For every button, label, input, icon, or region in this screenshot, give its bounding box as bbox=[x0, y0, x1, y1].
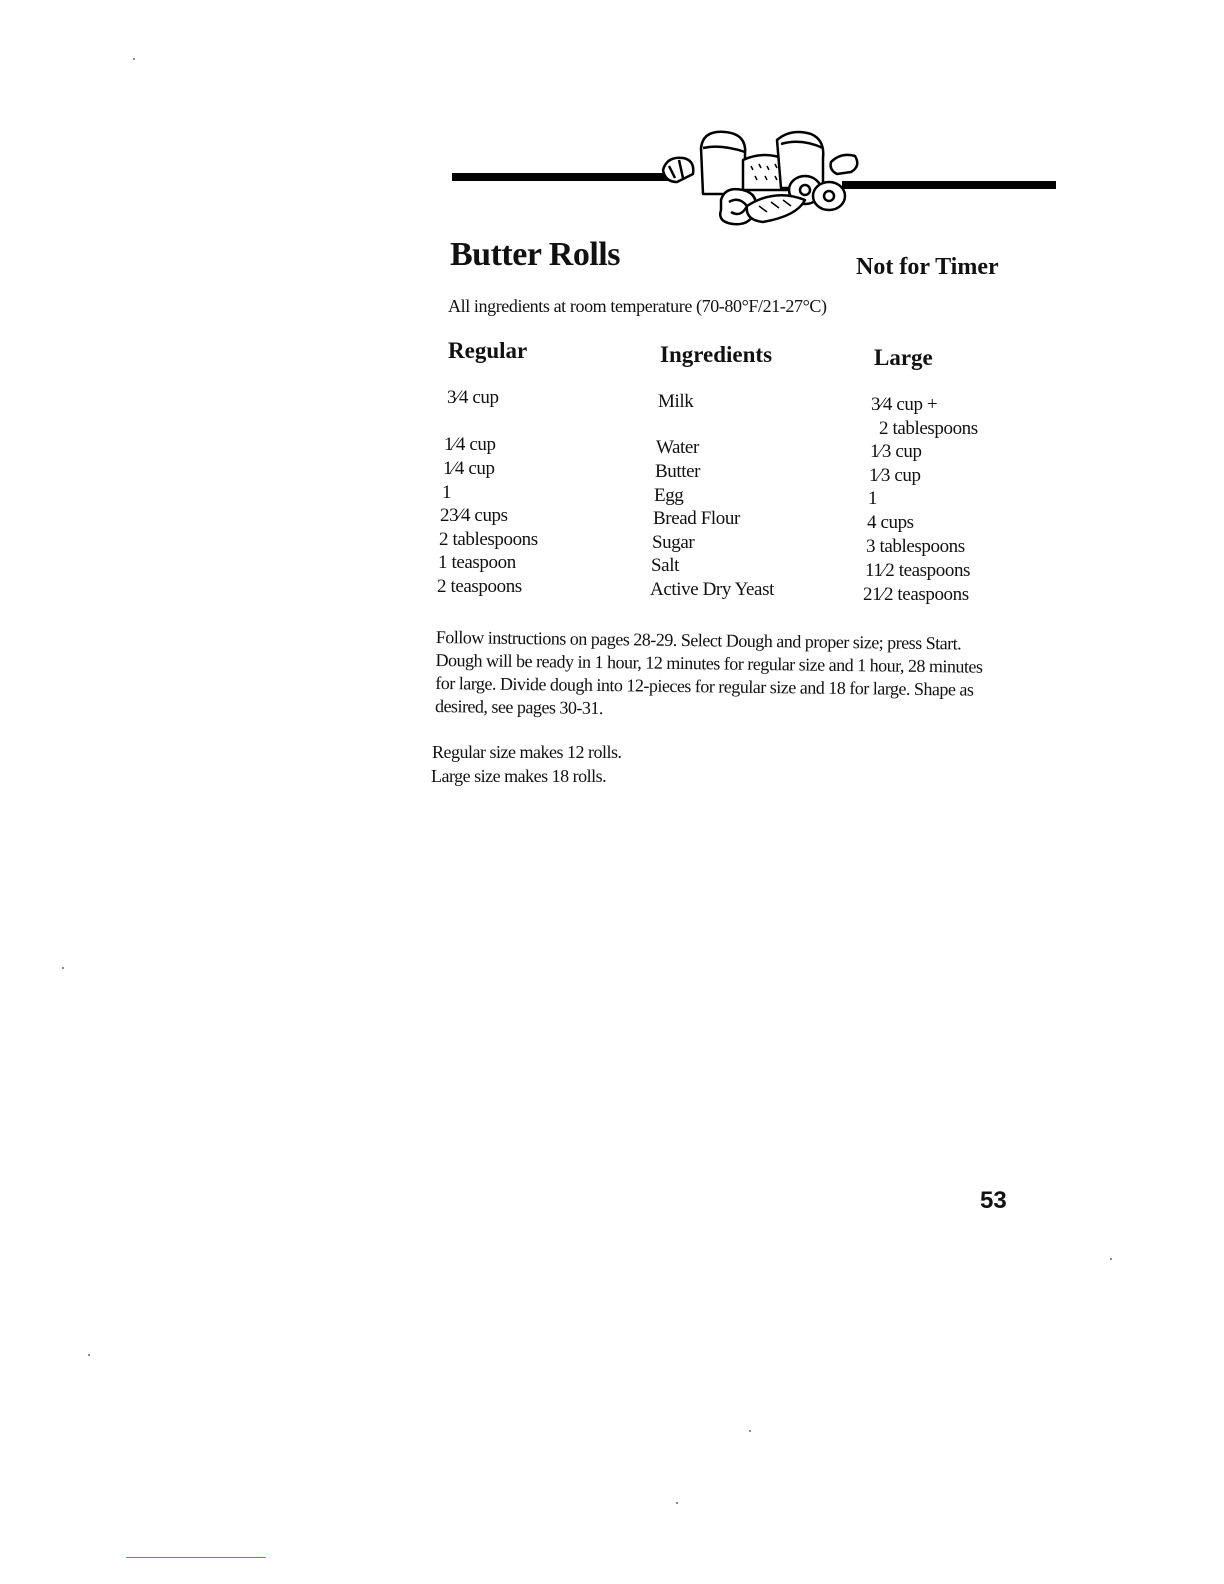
ingredient-name: Milk bbox=[658, 391, 694, 412]
large-amount: 4 cups bbox=[867, 512, 914, 533]
temperature-note: All ingredients at room temperature (70-80°F/21-27°C) bbox=[448, 296, 827, 316]
regular-amount: 3⁄4 cup bbox=[447, 387, 499, 408]
regular-amount: 1 teaspoon bbox=[438, 552, 516, 573]
large-amount: 21⁄2 teaspoons bbox=[863, 584, 969, 605]
header-rule-left bbox=[452, 173, 670, 181]
large-amount: 1⁄3 cup bbox=[870, 441, 922, 462]
header-rule-right bbox=[842, 181, 1056, 189]
regular-amount: 2 tablespoons bbox=[439, 529, 538, 550]
large-amount: 3 tablespoons bbox=[866, 536, 965, 557]
yield-large: Large size makes 18 rolls. bbox=[431, 766, 607, 786]
column-header-ingredients: Ingredients bbox=[660, 342, 773, 367]
ingredient-name: Bread Flour bbox=[653, 508, 740, 529]
large-amount-extra: 2 tablespoons bbox=[879, 418, 978, 439]
ingredient-name: Butter bbox=[655, 461, 701, 482]
instructions-paragraph: Follow instructions on pages 28-29. Select Dough and proper size; press Start. Dough will be ready in 1 hour, 12 minutes for regular size and 1 hour, 28 minutes for large. Divide dough into 12-pieces for regular size and 18 for large. Shape as desired, see pages 30-31. bbox=[434, 626, 983, 719]
column-header-regular: Regular bbox=[448, 338, 528, 363]
large-amount: 1⁄3 cup bbox=[869, 465, 921, 486]
bread-loaves-icon bbox=[655, 126, 865, 234]
scan-speck bbox=[1110, 1258, 1112, 1260]
regular-amount: 23⁄4 cups bbox=[440, 505, 508, 526]
ingredient-name: Active Dry Yeast bbox=[650, 579, 774, 600]
scan-speck bbox=[88, 1354, 90, 1356]
column-header-large: Large bbox=[874, 345, 933, 370]
regular-amount: 1 bbox=[442, 482, 452, 503]
recipe-title: Butter Rolls bbox=[450, 236, 620, 273]
scan-speck bbox=[133, 58, 135, 60]
ingredient-name: Sugar bbox=[652, 532, 695, 553]
large-amount: 11⁄2 teaspoons bbox=[865, 560, 971, 581]
scan-speck bbox=[749, 1430, 751, 1432]
large-amount: 1 bbox=[868, 488, 878, 509]
footer-line bbox=[126, 1557, 266, 1558]
scan-speck bbox=[676, 1502, 678, 1504]
regular-amount: 2 teaspoons bbox=[437, 576, 522, 597]
page-number: 53 bbox=[980, 1187, 1007, 1214]
timer-note: Not for Timer bbox=[856, 254, 999, 280]
regular-amount: 1⁄4 cup bbox=[443, 458, 495, 479]
regular-amount: 1⁄4 cup bbox=[444, 434, 496, 455]
ingredient-name: Water bbox=[656, 437, 699, 458]
scan-speck bbox=[62, 967, 64, 969]
ingredient-name: Salt bbox=[651, 555, 679, 576]
large-amount: 3⁄4 cup + bbox=[871, 394, 938, 415]
yield-regular: Regular size makes 12 rolls. bbox=[432, 742, 622, 762]
ingredient-name: Egg bbox=[654, 485, 684, 506]
